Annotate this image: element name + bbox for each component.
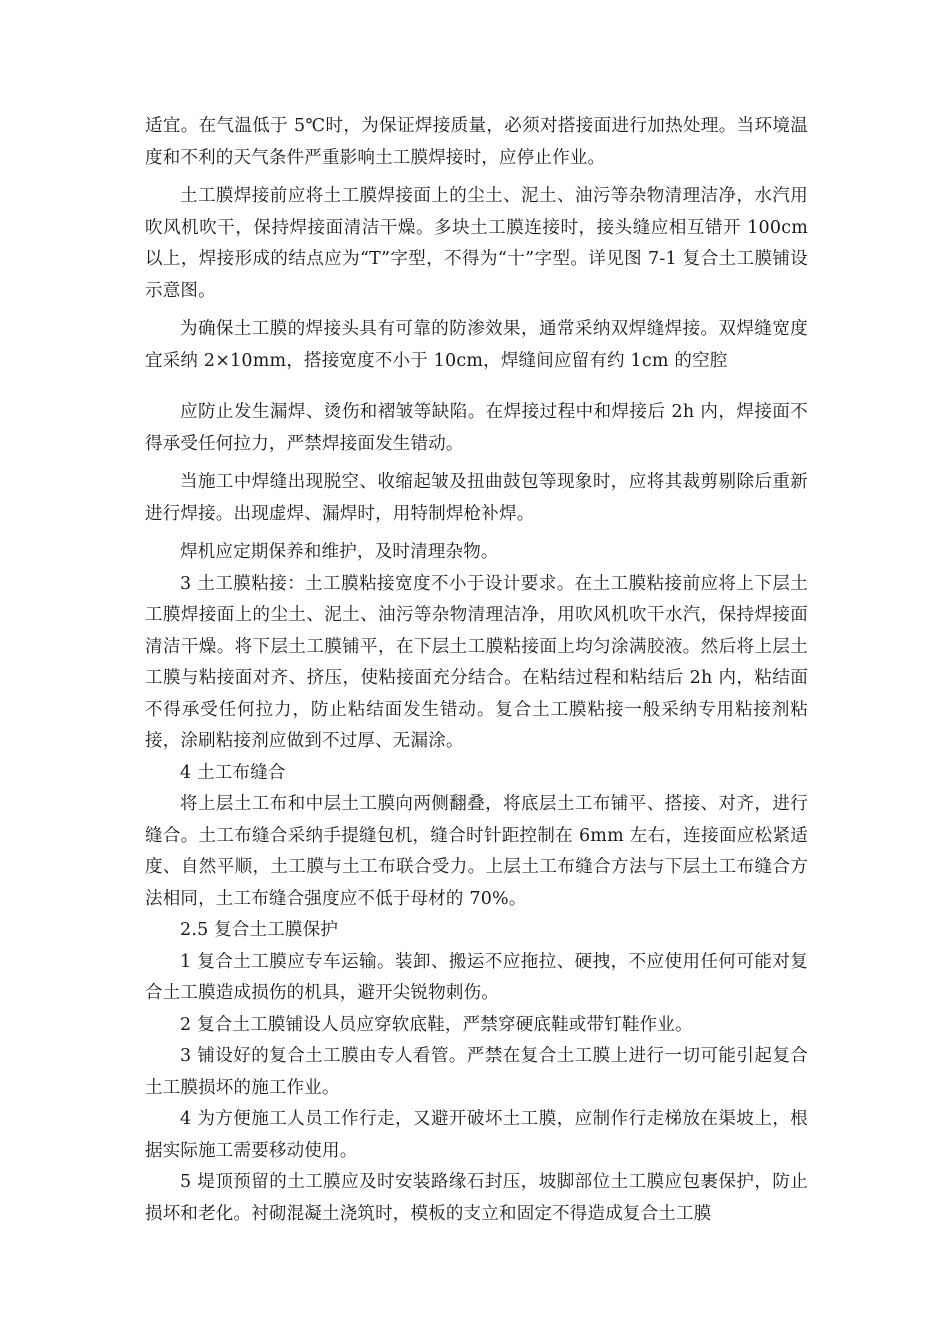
paragraph: 土工膜焊接前应将土工膜焊接面上的尘土、泥土、油污等杂物清理洁净，水汽用吹风机吹干，保持焊接面清洁干燥。多块土工膜连接时，接头缝应相互错开 100cm 以上，焊接形成的结点应为“T”字型，不得为“十”字型。详见图 7-1 复合土工膜铺设示意图。	[145, 186, 808, 301]
paragraph: 将上层土工布和中层土工膜向两侧翻叠，将底层土工布铺平、搭接、对齐，进行缝合。土工布缝合采纳手提缝包机，缝合时针距控制在 6mm 左右，连接面应松紧适度、自然平顺，土工膜与土工布联合受力。上层土工布缝合方法与下层土工布缝合方法相同，土工布缝合强度应不低于母材的 70%。	[145, 794, 808, 909]
paragraph: 适宜。在气温低于 5℃时，为保证焊接质量，必须对搭接面进行加热处理。当环境温度和不利的天气条件严重影响土工膜焊接时，应停止作业。	[145, 116, 808, 168]
paragraph: 当施工中焊缝出现脱空、收缩起皱及扭曲鼓包等现象时，应将其裁剪剔除后重新进行焊接。出现虚焊、漏焊时，用特制焊枪补焊。	[145, 472, 808, 524]
paragraph: 2 复合土工膜铺设人员应穿软底鞋，严禁穿硬底鞋或带钉鞋作业。	[180, 1014, 693, 1035]
paragraph: 为确保土工膜的焊接头具有可靠的防渗效果，通常采纳双焊缝焊接。双焊缝宽度宜采纳 2×10mm，搭接宽度不小于 10cm，焊缝间应留有约 1cm 的空腔	[145, 319, 808, 371]
paragraph: 5 堤顶预留的土工膜应及时安装路缘石封压，坡脚部位土工膜应包裹保护，防止损坏和老化。衬砌混凝土浇筑时，模板的支立和固定不得造成复合土工膜	[145, 1172, 808, 1224]
document-page	[145, 111, 808, 1230]
paragraph: 4 为方便施工人员工作行走，又避开破坏土工膜，应制作行走梯放在渠坡上，根据实际施工需要移动使用。	[145, 1109, 808, 1161]
paragraph: 焊机应定期保养和维护，及时清理杂物。	[180, 542, 499, 562]
paragraph: 3 土工膜粘接：土工膜粘接宽度不小于设计要求。在土工膜粘接前应将上下层土工膜焊接面上的尘土、泥土、油污等杂物清理洁净，用吹风机吹干水汽，保持焊接面清洁干燥。将下层土工膜铺平，在下层土工膜粘接面上均匀涂满胶液。然后将上层土工膜与粘接面对齐、挤压，使粘接面充分结合。在粘结过程和粘结后 2h 内，粘结面不得承受任何拉力，防止粘结面发生错动。复合土工膜粘接一般采纳专用粘接剂粘接，涂刷粘接剂应做到不过厚、无漏涂。	[145, 573, 808, 751]
section-heading: 2.5 复合土工膜保护	[180, 920, 339, 940]
paragraph: 应防止发生漏焊、烫伤和褶皱等缺陷。在焊接过程中和焊接后 2h 内，焊接面不得承受任何拉力，严禁焊接面发生错动。	[145, 402, 808, 454]
paragraph: 3 铺设好的复合土工膜由专人看管。严禁在复合土工膜上进行一切可能引起复合土工膜损坏的施工作业。	[145, 1046, 808, 1098]
section-heading: 4 土工布缝合	[180, 762, 286, 783]
paragraph: 1 复合土工膜应专车运输。装卸、搬运不应拖拉、硬拽，不应使用任何可能对复合土工膜造成损伤的机具，避开尖锐物刺伤。	[145, 951, 808, 1003]
